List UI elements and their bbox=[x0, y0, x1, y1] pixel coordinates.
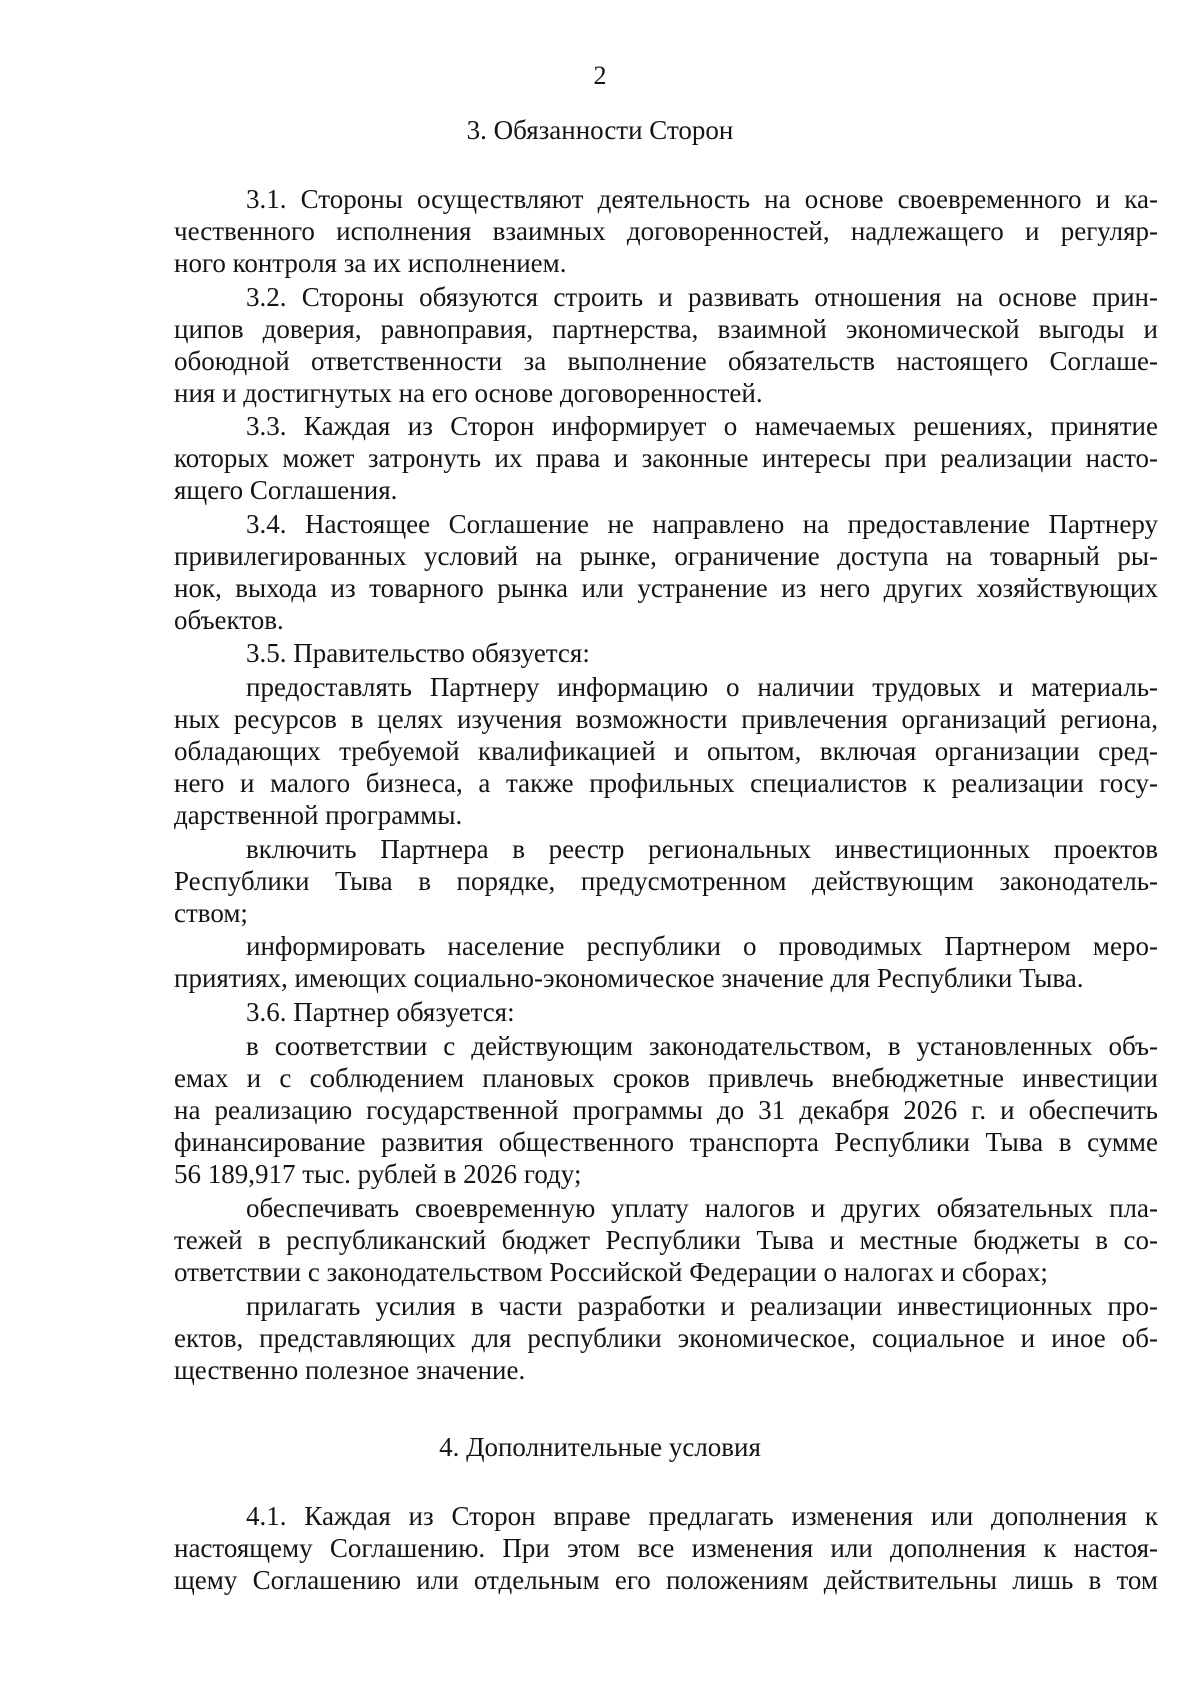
text-line: 56 189,917 тыс. рублей в 2026 году; bbox=[174, 1159, 582, 1189]
section-3-heading: 3. Обязанности Сторон bbox=[466, 115, 734, 145]
text-line: ния и достигнутых на его основе договоренностей. bbox=[174, 378, 763, 408]
text-line: привилегированных условий на рынке, ограничение доступа на товарный ры- bbox=[174, 541, 1158, 571]
text-line: финансирование развития общественного транспорта Республики Тыва в сумме bbox=[174, 1127, 1158, 1157]
text-line: в соответствии с действующим законодательством, в установленных объ- bbox=[246, 1031, 1158, 1061]
text-line: приятиях, имеющих социально-экономическое значение для Республики Тыва. bbox=[174, 963, 1084, 993]
text-line: емах и с соблюдением плановых сроков привлечь внебюджетные инвестиции bbox=[174, 1063, 1158, 1093]
text-line: ством; bbox=[174, 898, 248, 928]
text-line: ящего Соглашения. bbox=[174, 475, 398, 505]
text-line: дарственной программы. bbox=[174, 800, 463, 830]
text-line: ных ресурсов в целях изучения возможности привлечения организаций региона, bbox=[174, 704, 1158, 734]
text-line: обоюдной ответственности за выполнение обязательств настоящего Соглаше- bbox=[174, 346, 1158, 376]
text-line: 3.5. Правительство обязуется: bbox=[246, 638, 590, 668]
text-line: включить Партнера в реестр региональных инвестиционных проектов bbox=[246, 834, 1158, 864]
text-line: щему Соглашению или отдельным его положениям действительны лишь в том bbox=[174, 1565, 1158, 1595]
text-line: информировать население республики о проводимых Партнером меро- bbox=[246, 931, 1158, 961]
text-line: 3.1. Стороны осуществляют деятельность на основе своевременного и ка- bbox=[246, 184, 1158, 214]
text-line: предоставлять Партнеру информацию о наличии трудовых и материаль- bbox=[246, 672, 1158, 702]
text-line: объектов. bbox=[174, 605, 284, 635]
section-4-heading: 4. Дополнительные условия bbox=[439, 1432, 761, 1462]
text-line: 3.2. Стороны обязуются строить и развивать отношения на основе прин- bbox=[246, 282, 1158, 312]
text-line: ципов доверия, равноправия, партнерства, взаимной экономической выгоды и bbox=[174, 314, 1158, 344]
text-line: обладающих требуемой квалификацией и опытом, включая организации сред- bbox=[174, 736, 1158, 766]
text-line: щественно полезное значение. bbox=[174, 1355, 526, 1385]
text-line: которых может затронуть их права и законные интересы при реализации насто- bbox=[174, 443, 1158, 473]
text-line: 3.4. Настоящее Соглашение не направлено на предоставление Партнеру bbox=[246, 509, 1158, 539]
text-line: ного контроля за их исполнением. bbox=[174, 248, 567, 278]
text-line: 3.6. Партнер обязуется: bbox=[246, 997, 515, 1027]
text-line: 4.1. Каждая из Сторон вправе предлагать изменения или дополнения к bbox=[246, 1501, 1158, 1531]
text-line: него и малого бизнеса, а также профильных специалистов к реализации госу- bbox=[174, 768, 1158, 798]
text-line: тежей в республиканский бюджет Республики Тыва и местные бюджеты в со- bbox=[174, 1225, 1158, 1255]
text-line: на реализацию государственной программы до 31 декабря 2026 г. и обеспечить bbox=[174, 1095, 1158, 1125]
text-line: Республики Тыва в порядке, предусмотренном действующим законодатель- bbox=[174, 866, 1158, 896]
page-number: 2 bbox=[593, 61, 607, 90]
text-line: нок, выхода из товарного рынка или устранение из него других хозяйствующих bbox=[174, 573, 1158, 603]
text-line: ектов, представляющих для республики экономическое, социальное и иное об- bbox=[174, 1323, 1158, 1353]
text-line: обеспечивать своевременную уплату налогов и других обязательных пла- bbox=[246, 1193, 1158, 1223]
text-line: прилагать усилия в части разработки и реализации инвестиционных про- bbox=[246, 1291, 1158, 1321]
text-line: настоящему Соглашению. При этом все изменения или дополнения к настоя- bbox=[174, 1533, 1158, 1563]
text-line: 3.3. Каждая из Сторон информирует о намечаемых решениях, принятие bbox=[246, 411, 1158, 441]
text-line: ответствии с законодательством Российской Федерации о налогах и сборах; bbox=[174, 1257, 1048, 1287]
text-line: чественного исполнения взаимных договоренностей, надлежащего и регуляр- bbox=[174, 216, 1158, 246]
